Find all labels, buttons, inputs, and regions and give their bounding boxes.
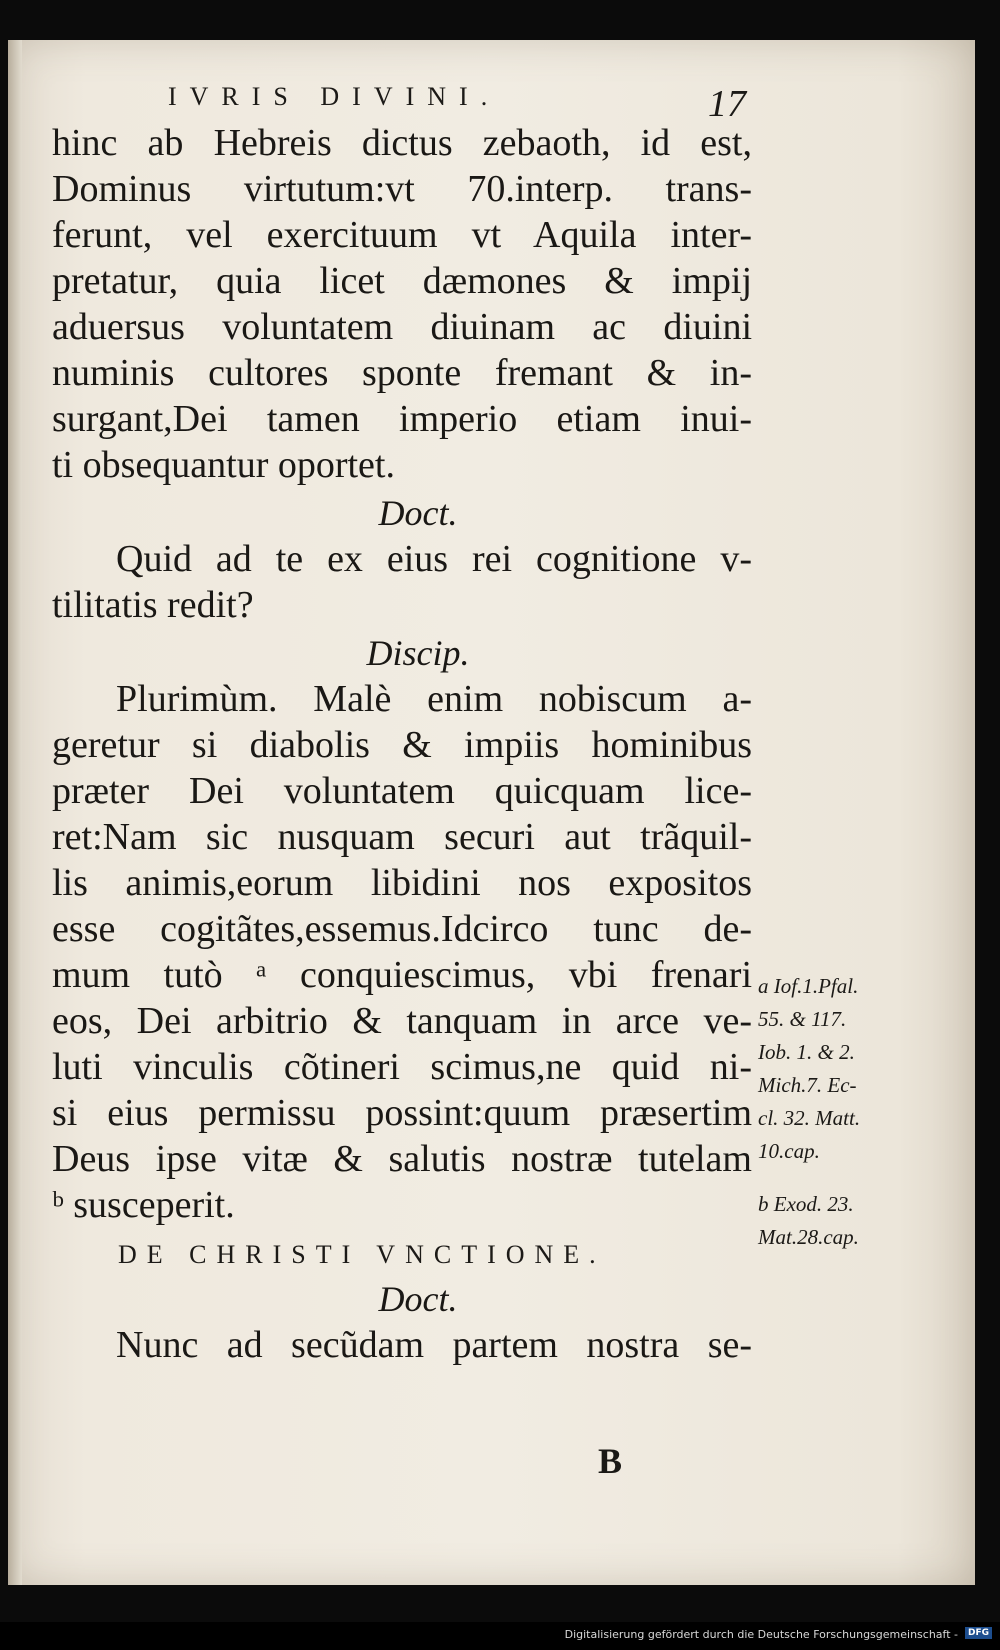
text-line: eos, Dei arbitrio & tanquam in arce ve- [52,1000,752,1042]
text-line: luti vinculis cõtineri scimus,ne quid ni- [52,1046,752,1088]
margin-note: Mich.7. Ec- [758,1073,857,1097]
text-line: ret:Nam sic nusquam securi aut trãquil- [52,816,752,858]
signature-mark: B [598,1441,623,1481]
text-line: hinc ab Hebreis dictus zebaoth, id est, [52,122,752,164]
text-line: ti obsequantur oportet. [52,444,395,486]
text-line: Deus ipse vitæ & salutis nostræ tutelam [52,1138,752,1180]
text-line: si eius permissu possint:quum præsertim [52,1092,752,1134]
footer-bar [0,1622,1000,1650]
text-line: esse cogitãtes,essemus.Idcirco tunc de- [52,908,752,950]
text-line: numinis cultores sponte fremant & in- [52,352,752,394]
dfg-logo: DFG [965,1627,992,1639]
funding-credit: Digitalisierung gefördert durch die Deutsche Forschungsgemeinschaft - [564,1628,958,1641]
text-line: tilitatis redit? [52,584,254,626]
page-gutter [8,40,22,1585]
text-line: mum tutò ᵃ conquiescimus, vbi frenari [52,954,752,996]
text-line: Dominus virtutum:vt 70.interp. trans- [52,168,752,210]
margin-note: 10.cap. [758,1139,820,1163]
margin-note: b Exod. 23. [758,1192,854,1216]
text-line: ferunt, vel exercituum vt Aquila inter- [52,214,752,256]
text-line: surgant,Dei tamen imperio etiam inui- [52,398,752,440]
text-line: ᵇ susceperit. [52,1184,235,1226]
text-line: geretur si diabolis & impiis hominibus [52,724,752,766]
speaker-label: Doct. [378,1279,458,1319]
text-line: Quid ad te ex eius rei cognitione v- [116,538,752,580]
text-line: Nunc ad secũdam partem nostra se- [116,1324,752,1366]
book-page [8,40,975,1585]
margin-note: Mat.28.cap. [758,1225,859,1249]
page-number: 17 [708,83,746,125]
speaker-label: Discip. [366,633,470,673]
margin-note: cl. 32. Matt. [758,1106,861,1130]
running-title: IVRIS DIVINI. [168,82,501,111]
text-line: lis animis,eorum libidini nos expositos [52,862,752,904]
text-line: pretatur, quia licet dæmones & impij [52,260,752,302]
text-line: Plurimùm. Malè enim nobiscum a- [116,678,752,720]
section-heading: DE CHRISTI VNCTIONE. [118,1240,606,1269]
margin-note: a Iof.1.Pfal. [758,974,859,998]
margin-note: Iob. 1. & 2. [758,1040,855,1064]
speaker-label: Doct. [378,493,458,533]
margin-note: 55. & 117. [758,1007,847,1031]
text-line: aduersus voluntatem diuinam ac diuini [52,306,752,348]
text-line: præter Dei voluntatem quicquam lice- [52,770,752,812]
